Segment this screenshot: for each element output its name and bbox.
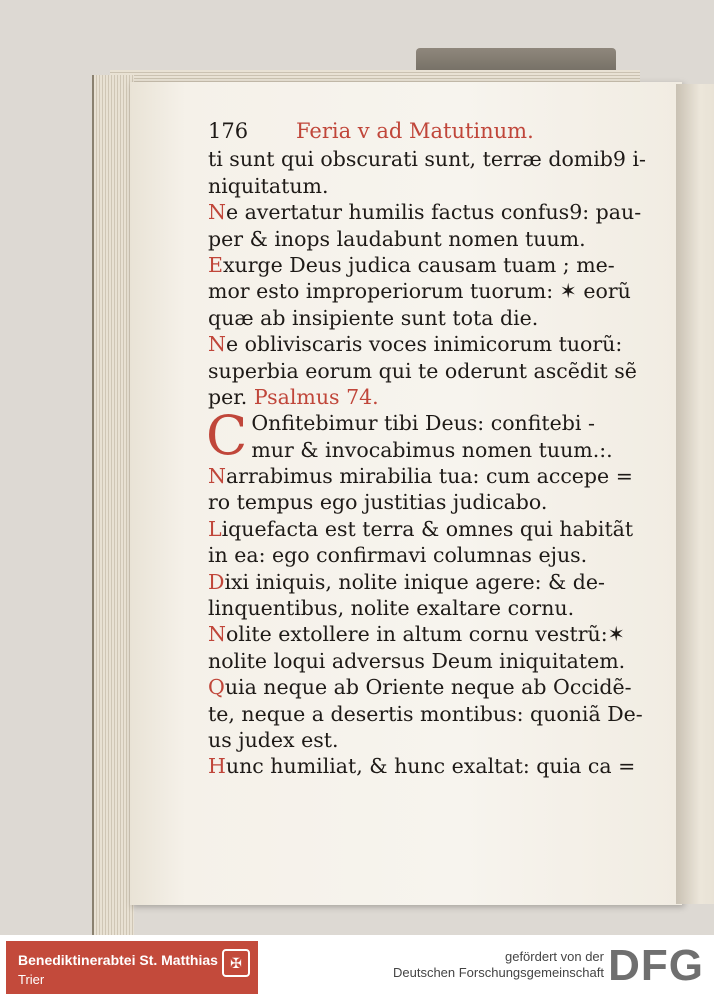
rubric-initial: E xyxy=(208,252,223,277)
line-text: per. xyxy=(208,384,248,409)
rubric-initial: L xyxy=(208,516,222,541)
line-text: ro tempus ego justitias judicabo. xyxy=(208,490,548,515)
text-line xyxy=(208,358,658,384)
text-line xyxy=(208,384,658,410)
line-text: arrabimus mirabilia tua: cum accepe = xyxy=(225,464,633,489)
text-line xyxy=(208,542,658,568)
line-text: linquentibus, nolite exaltare cornu. xyxy=(208,596,575,621)
text-block-1 xyxy=(208,146,658,410)
text-line xyxy=(208,489,658,515)
dfg-logo[interactable]: DFG xyxy=(608,941,704,990)
text-line xyxy=(208,463,658,489)
text-line xyxy=(208,727,658,753)
drop-cap-initial: C xyxy=(206,404,248,468)
line-text: e obliviscaris voces inimicorum tuorũ: xyxy=(225,332,623,357)
institution-badge[interactable] xyxy=(6,941,258,994)
line-text: superbia eorum qui te oderunt ascẽdit sẽ xyxy=(208,358,637,383)
line-text: us judex est. xyxy=(208,728,339,752)
text-line xyxy=(208,278,658,304)
line-text: niquitatum. xyxy=(208,173,329,198)
page-stack-left-edge xyxy=(92,75,134,935)
text-line xyxy=(208,331,658,357)
funding-text xyxy=(393,949,604,981)
text-line xyxy=(208,199,658,225)
text-line: mur & invocabimus nomen tuum.:. xyxy=(251,437,613,462)
line-text: per & inops laudabunt nomen tuum. xyxy=(208,226,586,251)
text-line xyxy=(208,516,658,542)
line-text: ti sunt qui obscurati sunt, terræ domib9 i- xyxy=(208,147,646,172)
text-line xyxy=(208,621,658,647)
rubric-initial: N xyxy=(208,464,226,489)
line-text: mor esto improperiorum tuorum: ✶ eorũ xyxy=(208,279,631,304)
page-text xyxy=(208,118,658,780)
abbey-logo-icon: ✠ xyxy=(222,949,250,977)
rubric-initial: N xyxy=(208,622,226,647)
text-line xyxy=(208,305,658,331)
text-line xyxy=(208,701,658,727)
funding-line-2: Deutschen Forschungsgemeinschaft xyxy=(392,965,604,980)
line-text: iquefacta est terra & omnes qui habitãt xyxy=(221,516,634,541)
psalm-opening xyxy=(206,404,658,468)
text-line xyxy=(208,226,658,252)
page-number: 176 xyxy=(208,119,249,143)
text-line xyxy=(208,173,658,199)
text-block-2 xyxy=(208,463,658,780)
line-text: e avertatur humilis factus confus9: pau- xyxy=(225,200,642,225)
line-text: quæ ab insipiente sunt tota die. xyxy=(208,305,539,330)
line-text: xurge Deus judica causam tuam ; me- xyxy=(222,252,615,277)
text-line xyxy=(208,146,658,172)
rubric-initial: D xyxy=(208,569,225,594)
text-line xyxy=(208,674,658,700)
rubric-initial: N xyxy=(208,200,226,225)
line-text: te, neque a desertis montibus: quoniã De- xyxy=(208,701,643,726)
line-text: nolite loqui adversus Deum iniquitatem. xyxy=(208,648,626,673)
footer-bar xyxy=(0,935,714,1000)
line-text: in ea: ego confirmavi columnas ejus. xyxy=(208,543,588,568)
institution-name: Benediktinerabtei St. Matthias xyxy=(18,952,218,968)
line-text: ixi iniquis, nolite inique agere: & de- xyxy=(224,569,605,594)
line-text: olite extollere in altum cornu vestrũ:✶ xyxy=(225,622,625,647)
text-line xyxy=(208,595,658,621)
psalm-heading: Psalmus 74. xyxy=(253,384,379,409)
funding-line-1: gefördert von der xyxy=(504,949,604,964)
running-head: Feria v ad Matutinum. xyxy=(296,119,534,143)
text-line xyxy=(208,753,658,779)
text-line xyxy=(208,648,658,674)
facing-page-edge xyxy=(676,84,714,904)
text-line: Onfitebimur tibi Deus: confitebi - xyxy=(251,411,595,436)
line-text: uia neque ab Oriente neque ab Occidẽ- xyxy=(224,675,632,700)
rubric-initial: Q xyxy=(208,675,225,700)
institution-city: Trier xyxy=(18,972,45,987)
rubric-initial: N xyxy=(208,332,226,357)
rubric-initial: H xyxy=(208,754,226,779)
line-text: unc humiliat, & hunc exaltat: quia ca = xyxy=(225,754,636,779)
text-line xyxy=(208,252,658,278)
page-header xyxy=(208,118,658,144)
text-line xyxy=(208,569,658,595)
